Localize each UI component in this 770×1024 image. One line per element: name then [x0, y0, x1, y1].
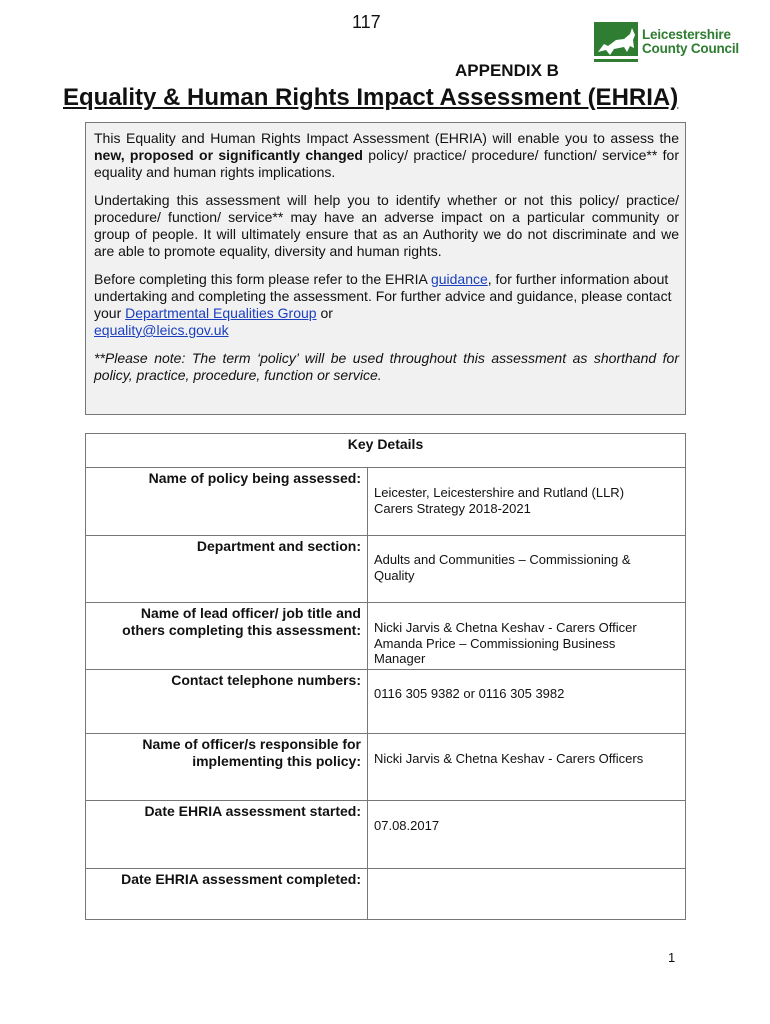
- table-row: [86, 603, 686, 670]
- row-value-date-started[interactable]: 07.08.2017: [368, 801, 686, 869]
- fox-logo-icon: [594, 22, 638, 62]
- page-title: Equality & Human Rights Impact Assessment (EHRIA): [63, 84, 679, 111]
- intro-paragraph-1: This Equality and Human Rights Impact Assessment (EHRIA) will enable you to assess the new, proposed or significantly changed policy/ practice/ procedure/ function/ service** for equality and human rights implications.: [94, 130, 679, 180]
- logo-text-line1: Leicestershire: [642, 27, 731, 42]
- page-reference-number: 117: [352, 12, 381, 32]
- row-value-date-completed[interactable]: [368, 869, 686, 920]
- council-logo: [594, 22, 739, 62]
- council-name: [642, 28, 739, 56]
- key-details-table: [85, 433, 686, 920]
- table-row: [86, 734, 686, 801]
- page-number: 1: [668, 950, 676, 965]
- row-value-implementing-officer[interactable]: Nicki Jarvis & Chetna Keshav - Carers Officers: [368, 734, 686, 801]
- row-label-implementing-officer: Name of officer/s responsible for implementing this policy:: [86, 734, 368, 801]
- row-value-policy-name[interactable]: Leicester, Leicestershire and Rutland (LLR) Carers Strategy 2018-2021: [368, 468, 686, 536]
- row-label-policy-name: Name of policy being assessed:: [86, 468, 368, 536]
- row-label-date-completed: Date EHRIA assessment completed:: [86, 869, 368, 920]
- table-row: [86, 801, 686, 869]
- row-label-date-started: Date EHRIA assessment started:: [86, 801, 368, 869]
- appendix-label: APPENDIX B: [455, 61, 559, 80]
- row-value-lead-officer[interactable]: Nicki Jarvis & Chetna Keshav - Carers Officer Amanda Price – Commissioning Business Manager: [368, 603, 686, 670]
- departmental-equalities-group-link[interactable]: Departmental Equalities Group: [125, 305, 317, 321]
- logo-text-line2: County Council: [642, 41, 739, 56]
- intro-box: [85, 122, 686, 415]
- table-row: [86, 869, 686, 920]
- intro-note: **Please note: The term ‘policy’ will be used throughout this assessment as shorthand for policy, practice, procedure, function or service.: [94, 350, 679, 383]
- table-row: [86, 670, 686, 734]
- table-row: [86, 468, 686, 536]
- intro-paragraph-3: Before completing this form please refer to the EHRIA guidance, for further information about undertaking and completing the assessment. For further advice and guidance, please contact your Departmental Equalities Group or equality@leics.gov.uk: [94, 271, 672, 338]
- row-label-department: Department and section:: [86, 536, 368, 603]
- row-label-telephone: Contact telephone numbers:: [86, 670, 368, 734]
- key-details-header-row: [86, 434, 686, 468]
- row-value-department[interactable]: Adults and Communities – Commissioning & Quality: [368, 536, 686, 603]
- key-details-header: Key Details: [86, 434, 686, 468]
- intro-paragraph-2: Undertaking this assessment will help you to identify whether or not this policy/ practice/ procedure/ function/ service** may have an adverse impact on a particular community or group of people. It will ultimately ensure that as an Authority we do not discriminate and we are able to promote equality, diversity and human rights.: [94, 192, 679, 259]
- row-label-lead-officer: Name of lead officer/ job title and others completing this assessment:: [86, 603, 368, 670]
- guidance-link[interactable]: guidance: [430, 271, 488, 287]
- table-row: [86, 536, 686, 603]
- equality-email-link[interactable]: equality@leics.gov.uk: [94, 322, 229, 338]
- row-value-telephone[interactable]: 0116 305 9382 or 0116 305 3982: [368, 670, 686, 734]
